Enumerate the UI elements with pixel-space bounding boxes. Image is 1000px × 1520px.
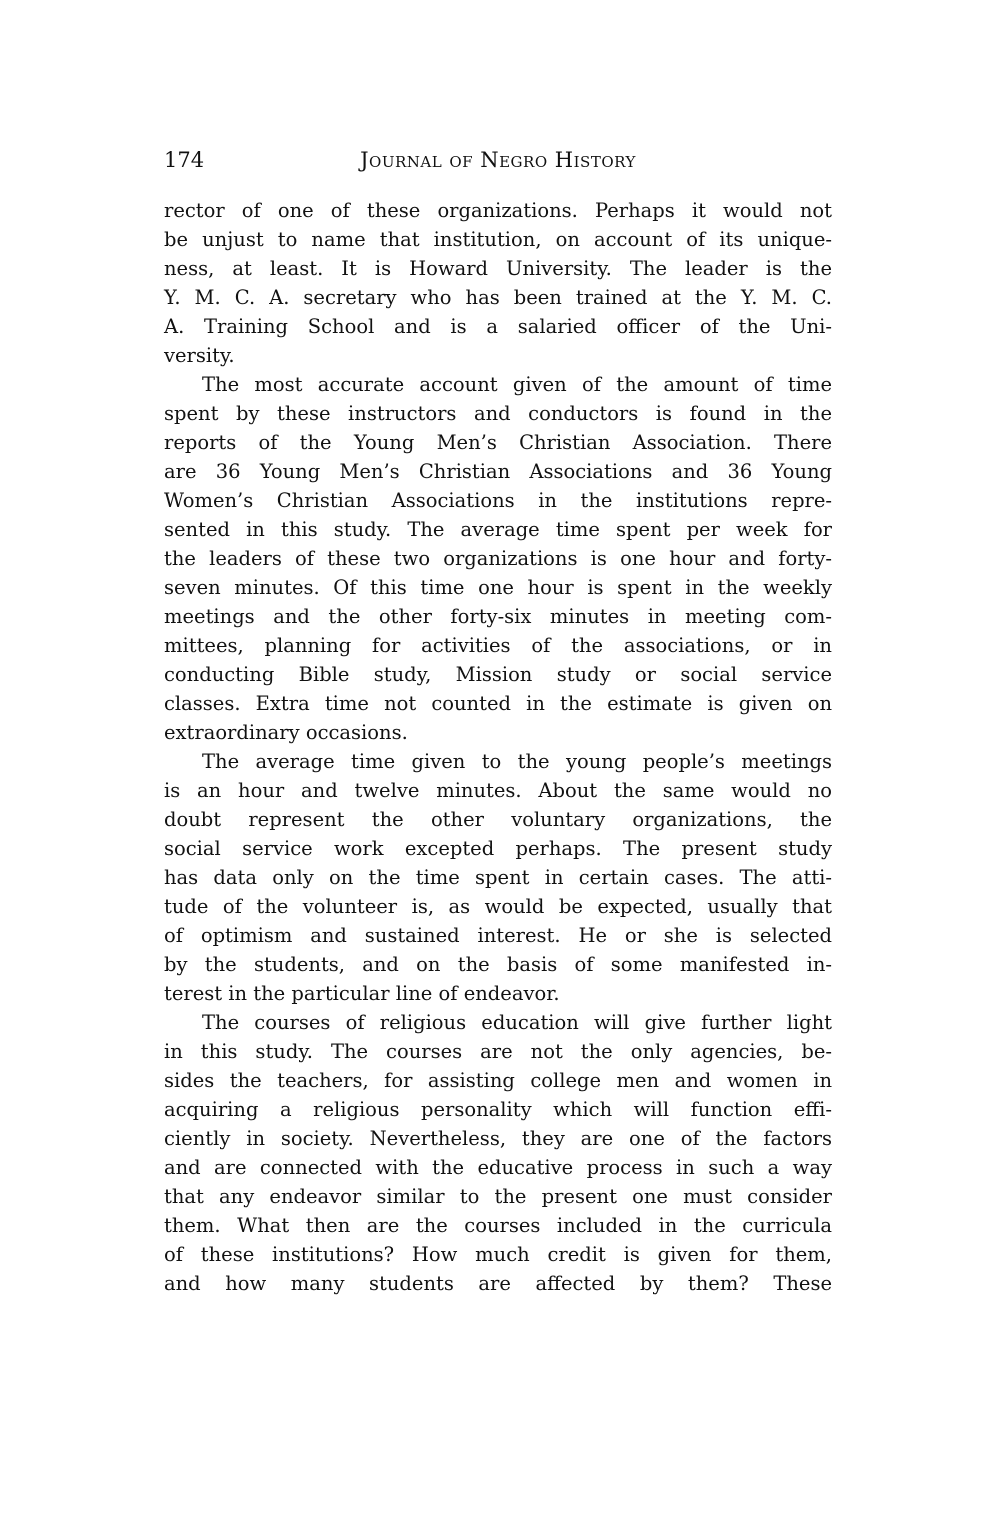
text-line: conducting Bible study, Mission study or social service xyxy=(164,663,832,686)
text-line: in this study. The courses are not the only agencies, be- xyxy=(164,1040,832,1063)
text-line: terest in the particular line of endeavor. xyxy=(164,982,560,1005)
text-line: The most accurate account given of the amount of time xyxy=(202,373,832,396)
text-line: and are connected with the educative process in such a way xyxy=(164,1156,832,1179)
text-line: them. What then are the courses included in the curricula xyxy=(164,1214,832,1237)
text-line: versity. xyxy=(164,344,235,367)
text-line: sented in this study. The average time spent per week for xyxy=(164,518,832,541)
page-number: 174 xyxy=(164,148,205,172)
text-line: tude of the volunteer is, as would be expected, usually that xyxy=(164,895,832,918)
text-line: rector of one of these organizations. Perhaps it would not xyxy=(164,199,832,222)
text-line: of optimism and sustained interest. He or she is selected xyxy=(164,924,832,947)
running-head: Journal of Negro History xyxy=(360,148,636,172)
page-header xyxy=(164,145,832,175)
text-line: and how many students are affected by them? These xyxy=(164,1272,832,1295)
text-line: by the students, and on the basis of some manifested in- xyxy=(164,953,832,976)
text-line: mittees, planning for activities of the associations, or in xyxy=(164,634,832,657)
text-line: meetings and the other forty-six minutes in meeting com- xyxy=(164,605,832,628)
text-line: of these institutions? How much credit is given for them, xyxy=(164,1243,832,1266)
text-line: The average time given to the young people’s meetings xyxy=(202,750,832,773)
text-line: Y. M. C. A. secretary who has been trained at the Y. M. C. xyxy=(164,286,832,309)
text-line: classes. Extra time not counted in the estimate is given on xyxy=(164,692,832,715)
text-line: acquiring a religious personality which will function effi- xyxy=(164,1098,832,1121)
text-line: sides the teachers, for assisting college men and women in xyxy=(164,1069,832,1092)
text-line: A. Training School and is a salaried officer of the Uni- xyxy=(164,315,832,338)
text-line: ness, at least. It is Howard University. The leader is the xyxy=(164,257,832,280)
text-line: has data only on the time spent in certain cases. The atti- xyxy=(164,866,832,889)
text-line: is an hour and twelve minutes. About the same would no xyxy=(164,779,832,802)
text-line: doubt represent the other voluntary organizations, the xyxy=(164,808,832,831)
text-line: seven minutes. Of this time one hour is spent in the weekly xyxy=(164,576,832,599)
text-line: ciently in society. Nevertheless, they are one of the factors xyxy=(164,1127,832,1150)
text-line: social service work excepted perhaps. The present study xyxy=(164,837,832,860)
text-line: extraordinary occasions. xyxy=(164,721,408,744)
text-line: be unjust to name that institution, on account of its unique- xyxy=(164,228,832,251)
text-line: Women’s Christian Associations in the institutions repre- xyxy=(164,489,832,512)
text-line: are 36 Young Men’s Christian Associations and 36 Young xyxy=(164,460,832,483)
text-line: spent by these instructors and conductors is found in the xyxy=(164,402,832,425)
body-text xyxy=(164,196,832,1298)
text-line: the leaders of these two organizations is one hour and forty- xyxy=(164,547,832,570)
text-line: The courses of religious education will give further light xyxy=(202,1011,832,1034)
text-line: that any endeavor similar to the present one must consider xyxy=(164,1185,832,1208)
text-line: reports of the Young Men’s Christian Association. There xyxy=(164,431,832,454)
